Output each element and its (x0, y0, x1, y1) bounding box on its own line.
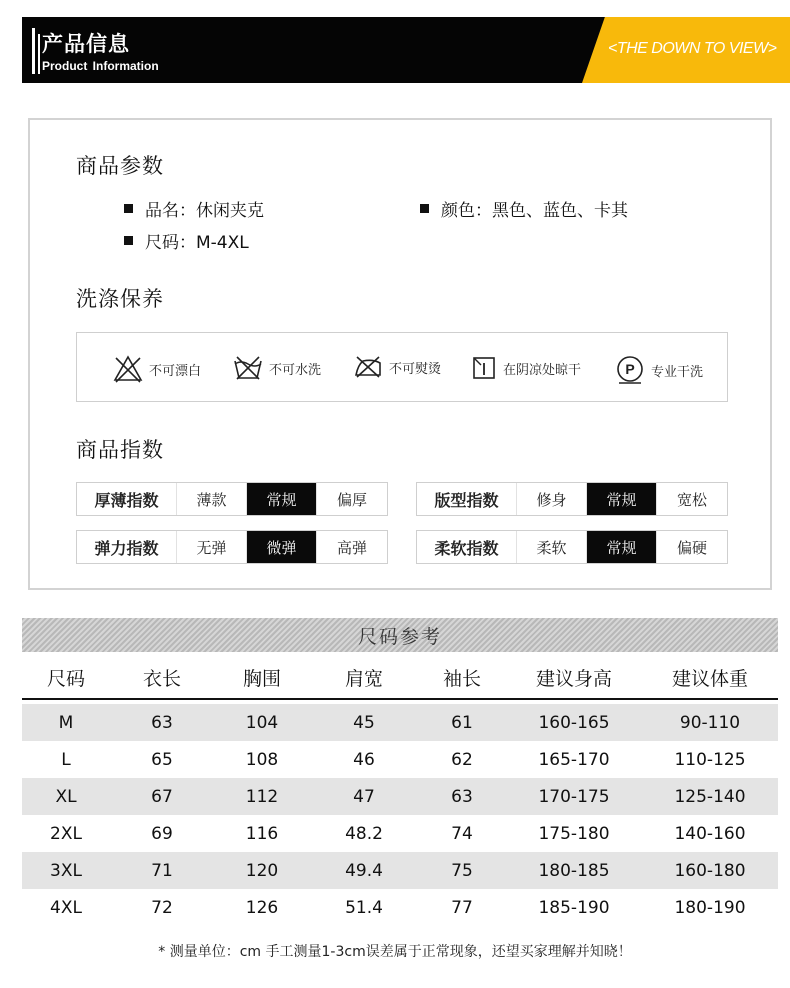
size-table-cell: 125-140 (674, 786, 746, 807)
index-section-title: 商品指数 (76, 438, 164, 462)
index-label: 厚薄指数 (77, 483, 177, 515)
size-table-row (22, 815, 778, 852)
size-table-cell: 75 (451, 860, 473, 881)
param-size-text: 尺码：M-4XL (145, 233, 249, 253)
index-option-selected: 常规 (247, 483, 317, 515)
index-option: 柔软 (517, 531, 587, 563)
professional-clean-icon (615, 355, 645, 385)
size-table-cell: 69 (151, 823, 173, 844)
size-table-cell: 71 (151, 860, 173, 881)
banner-title-cn: 产品信息 (42, 32, 130, 56)
index-option: 偏厚 (336, 490, 367, 509)
size-table-cell: 51.4 (345, 897, 383, 918)
size-table-cell: 165-170 (538, 749, 610, 770)
index-label: 版型指数 (417, 483, 517, 515)
size-table-header-cell: 建议身高 (535, 667, 612, 690)
size-table-cell: XL (55, 786, 77, 807)
elasticity-index (76, 530, 388, 564)
size-table-cell: 72 (151, 897, 173, 918)
care-section-title: 洗涤保养 (76, 287, 164, 311)
index-option-selected: 微弹 (247, 531, 317, 563)
size-table-cell: 2XL (50, 823, 82, 844)
size-table-cell: 185-190 (538, 897, 610, 918)
size-table-row (22, 778, 778, 815)
size-table-cell: 49.4 (345, 860, 383, 881)
size-table-cell: 90-110 (679, 712, 741, 733)
size-table-cell: 108 (245, 749, 279, 770)
thickness-index (76, 482, 388, 516)
size-table-cell: L (61, 749, 71, 770)
index-option: 偏硬 (676, 538, 707, 557)
care-label: 不可熨烫 (389, 361, 442, 377)
size-table-cell: 126 (245, 897, 279, 918)
care-label: 在阴凉处晾干 (503, 362, 582, 378)
care-item-professional-clean (615, 355, 703, 385)
param-color (420, 196, 628, 221)
size-table-row (22, 704, 778, 741)
size-table-cell: 160-180 (674, 860, 746, 881)
size-table-cell: 104 (245, 712, 279, 733)
params-section-title: 商品参数 (76, 154, 164, 178)
size-table-row (22, 852, 778, 889)
size-table-row (22, 741, 778, 778)
shade-dry-icon (471, 355, 497, 381)
size-table-row (22, 889, 778, 926)
care-instructions-box (76, 332, 728, 402)
index-option: 无弹 (177, 531, 247, 563)
size-table-header-cell: 衣长 (142, 667, 181, 690)
size-table-cell: 170-175 (538, 786, 610, 807)
care-item-no-wash (233, 355, 321, 381)
index-label: 柔软指数 (417, 531, 517, 563)
size-table-header-cell: 袖长 (442, 667, 481, 690)
index-option: 宽松 (676, 490, 707, 509)
index-option: 薄款 (177, 483, 247, 515)
bullet-square-icon (420, 204, 429, 213)
size-table-cell: 65 (151, 749, 173, 770)
bullet-square-icon (124, 236, 133, 245)
measurement-footnote: * 测量单位：cm 手工测量1-3cm误差属于正常现象，还望买家理解并知晓！ (158, 944, 632, 960)
size-table-cell: 116 (245, 823, 279, 844)
param-name (124, 196, 264, 221)
size-table-header-cell: 胸围 (242, 667, 281, 690)
index-option-selected: 常规 (587, 531, 657, 563)
size-table-cell: 175-180 (538, 823, 610, 844)
size-table-cell: 48.2 (345, 823, 383, 844)
header-banner (22, 17, 790, 83)
bullet-square-icon (124, 204, 133, 213)
param-name-text: 品名：休闲夹克 (145, 201, 264, 221)
fit-index (416, 482, 728, 516)
param-color-text: 颜色：黑色、蓝色、卡其 (441, 201, 628, 221)
index-option: 高弹 (336, 538, 367, 557)
size-table-header-cell: 建议体重 (671, 667, 748, 690)
care-label: 专业干洗 (651, 364, 704, 380)
size-table-cell: 77 (451, 897, 473, 918)
size-table-header-cell: 肩宽 (344, 667, 383, 690)
size-table-cell: 47 (353, 786, 375, 807)
size-table-cell: 63 (451, 786, 473, 807)
size-table-header (22, 656, 778, 700)
size-table-cell: 112 (245, 786, 279, 807)
size-table-cell: 67 (151, 786, 173, 807)
size-table-cell: 46 (353, 749, 375, 770)
param-size (124, 228, 249, 253)
care-label: 不可水洗 (269, 362, 322, 378)
size-table-cell: M (58, 712, 74, 733)
no-iron-icon (353, 355, 383, 379)
size-table-cell: 120 (245, 860, 279, 881)
banner-accent-bar (32, 28, 35, 74)
care-item-shade-dry (471, 355, 581, 381)
size-table-cell: 160-165 (538, 712, 610, 733)
size-table-cell: 61 (451, 712, 473, 733)
care-label: 不可漂白 (149, 363, 202, 379)
scroll-down-hint: <THE DOWN TO VIEW> (608, 40, 777, 57)
size-table-cell: 45 (353, 712, 375, 733)
svg-text:P: P (625, 361, 635, 377)
size-table-header-cell: 尺码 (46, 667, 85, 690)
size-chart-title: 尺码参考 (357, 625, 442, 648)
banner-title-en: Product Information (42, 59, 159, 73)
size-table-cell: 180-185 (538, 860, 610, 881)
softness-index (416, 530, 728, 564)
index-label: 弹力指数 (77, 531, 177, 563)
size-table-cell: 62 (451, 749, 473, 770)
size-table-cell: 74 (451, 823, 473, 844)
size-table-cell: 180-190 (674, 897, 746, 918)
care-item-no-bleach (113, 355, 201, 383)
product-info-card (28, 118, 772, 590)
index-option: 修身 (517, 483, 587, 515)
care-item-no-iron (353, 355, 441, 379)
size-table-cell: 3XL (50, 860, 82, 881)
size-table-cell: 63 (151, 712, 173, 733)
size-table-cell: 4XL (50, 897, 82, 918)
size-table (22, 656, 778, 926)
size-chart-banner (22, 618, 778, 652)
size-table-cell: 140-160 (674, 823, 746, 844)
index-option-selected: 常规 (587, 483, 657, 515)
no-bleach-icon (113, 355, 143, 383)
banner-accent-bar-thin (38, 34, 40, 74)
no-wash-icon (233, 355, 263, 381)
size-table-cell: 110-125 (674, 749, 746, 770)
